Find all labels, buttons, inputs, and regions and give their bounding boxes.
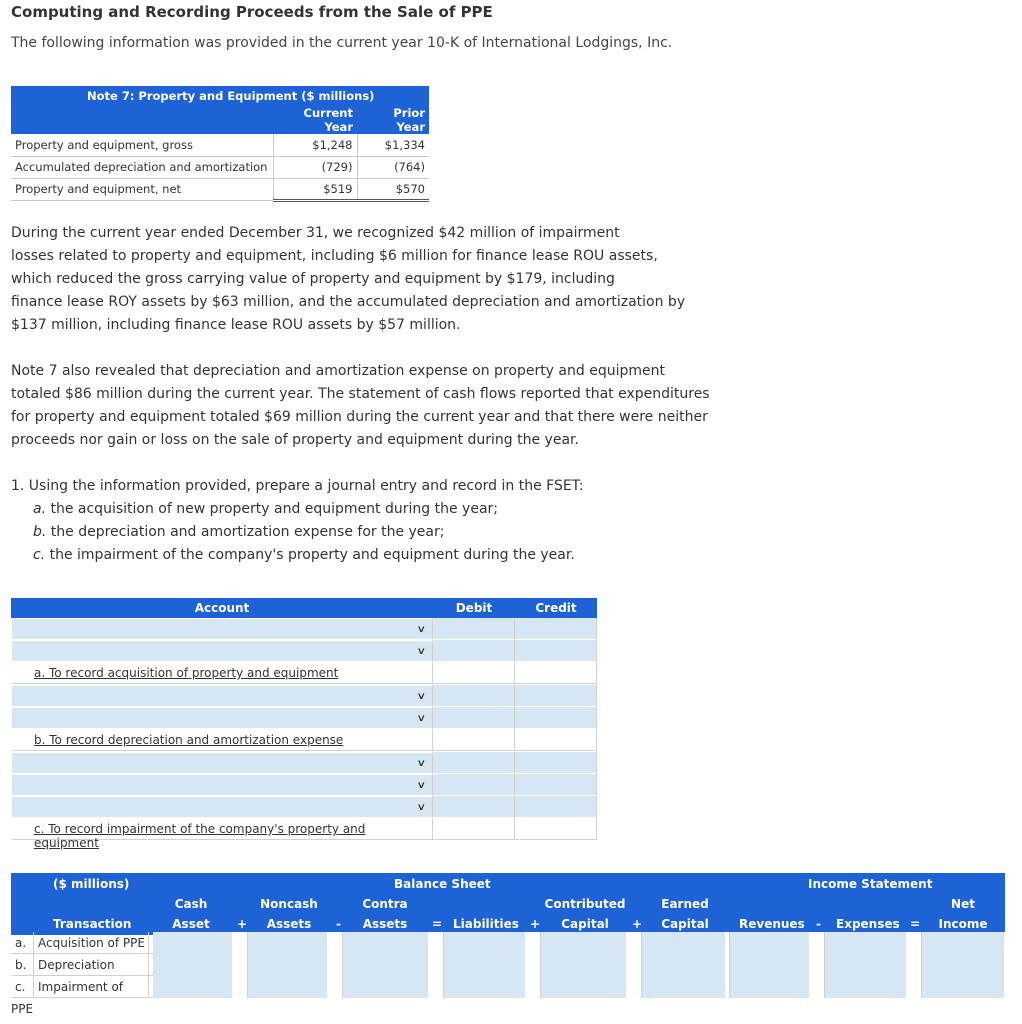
noncash-assets-input[interactable] xyxy=(248,976,328,998)
liabilities-header: Liabilities xyxy=(453,917,519,931)
debit-input[interactable] xyxy=(433,774,515,796)
contra-assets-header: Assets xyxy=(362,917,408,931)
liabilities-input[interactable] xyxy=(444,976,526,998)
liabilities-input[interactable] xyxy=(444,954,526,976)
noncash-assets-header: Assets xyxy=(266,917,312,931)
chevron-down-icon: ∨ xyxy=(416,801,426,814)
credit-input[interactable] xyxy=(515,640,597,662)
credit-input[interactable] xyxy=(515,774,597,796)
chevron-down-icon: ∨ xyxy=(416,645,426,658)
noncash-assets-input[interactable] xyxy=(248,932,328,954)
page-title: Computing and Recording Proceeds from the Sale of PPE xyxy=(11,3,493,21)
question: 1. Using the information provided, prepare a journal entry and record in the FSET: a. the acquisition of new property and equipment during the year; b. the depreciation and amortization expense for the year; c. the impairment of the company's property and equipment during the year. xyxy=(11,478,584,563)
fset-row-acquisition: a. Acquisition of PPE xyxy=(11,932,1005,954)
account-select[interactable] xyxy=(11,774,433,796)
debit-input[interactable] xyxy=(433,752,515,774)
entry-label-a: a. To record acquisition of property and equipment xyxy=(34,666,339,680)
earned-capital-input[interactable] xyxy=(642,932,726,954)
paragraph-depreciation: Note 7 also revealed that depreciation and amortization expense on property and equipment totaled $86 million during the current year. The statement of cash flows reported that expenditures for property and equipment totaled $69 million during the current year and that there were neither proceeds nor gain or loss on the sale of property and equipment during the year. xyxy=(11,363,710,448)
debit-input[interactable] xyxy=(433,640,515,662)
earned-capital-input[interactable] xyxy=(642,976,726,998)
revenues-input[interactable] xyxy=(730,976,810,998)
revenues-input[interactable] xyxy=(730,932,810,954)
balance-sheet-heading: Balance Sheet xyxy=(394,877,491,891)
credit-input[interactable] xyxy=(515,796,597,818)
earned-capital-input[interactable] xyxy=(642,954,726,976)
expenses-input[interactable] xyxy=(825,954,907,976)
expenses-input[interactable] xyxy=(825,932,907,954)
revenues-header: Revenues xyxy=(739,917,805,931)
account-select[interactable] xyxy=(11,796,433,818)
debit-input[interactable] xyxy=(433,707,515,729)
credit-input[interactable] xyxy=(515,707,597,729)
intro-text: The following information was provided in the current year 10-K of International Lodgings, Inc. xyxy=(11,35,673,51)
account-select[interactable] xyxy=(11,707,433,729)
credit-header: Credit xyxy=(515,598,597,618)
credit-input[interactable] xyxy=(515,618,597,640)
cash-asset-input[interactable] xyxy=(153,932,233,954)
contributed-capital-input[interactable] xyxy=(541,976,627,998)
net-income-input[interactable] xyxy=(922,976,1005,998)
debit-input[interactable] xyxy=(433,685,515,707)
chevron-down-icon: ∨ xyxy=(416,779,426,792)
debit-header: Debit xyxy=(433,598,515,618)
credit-input[interactable] xyxy=(515,685,597,707)
fset-units: ($ millions) xyxy=(53,877,130,891)
fset-row-depreciation: b. Depreciation xyxy=(11,954,1005,976)
expenses-input[interactable] xyxy=(825,976,907,998)
note7-table xyxy=(11,86,429,202)
liabilities-input[interactable] xyxy=(444,932,526,954)
contra-assets-input[interactable] xyxy=(343,976,429,998)
account-select[interactable] xyxy=(11,618,433,640)
account-select[interactable] xyxy=(11,752,433,774)
table-row: Accumulated depreciation and amortization (729) (764) xyxy=(11,156,429,178)
net-income-header: Income xyxy=(938,917,988,931)
net-income-input[interactable] xyxy=(922,954,1005,976)
entry-label-b: b. To record depreciation and amortization expense xyxy=(34,733,344,747)
debit-input[interactable] xyxy=(433,618,515,640)
noncash-assets-input[interactable] xyxy=(248,954,328,976)
fset-row-impairment: c. Impairment of PPE xyxy=(11,976,1005,998)
income-statement-heading: Income Statement xyxy=(808,877,933,891)
account-header: Account xyxy=(11,598,433,618)
cash-asset-input[interactable] xyxy=(153,976,233,998)
note7-caption: Note 7: Property and Equipment ($ millions) xyxy=(11,86,429,106)
chevron-down-icon: ∨ xyxy=(416,690,426,703)
col-current-year: Current Year xyxy=(273,106,357,134)
fset-header: ($ millions) Balance Sheet Income Statement Transaction Cash Asset + Noncash Assets - Contra Assets = Liabilities + Contributed Capital + Earned Capital Revenues - Expenses = Net Income xyxy=(11,873,1005,935)
transaction-header: Transaction xyxy=(53,917,132,931)
table-row: Property and equipment, gross $1,248 $1,334 xyxy=(11,134,429,156)
contributed-capital-input[interactable] xyxy=(541,954,627,976)
col-prior-year: Prior Year xyxy=(357,106,429,134)
revenues-input[interactable] xyxy=(730,954,810,976)
expenses-header: Expenses xyxy=(836,917,900,931)
paragraph-impairment: During the current year ended December 31, we recognized $42 million of impairment losses related to property and equipment, including $6 million for finance lease ROU assets, which reduced the gross carrying value of property and equipment by $179, including finance lease ROY assets by $63 million, and the accumulated depreciation and amortization by $137 million, including finance lease ROU assets by $57 million. xyxy=(11,225,686,333)
account-select[interactable] xyxy=(11,685,433,707)
contributed-capital-input[interactable] xyxy=(541,932,627,954)
chevron-down-icon: ∨ xyxy=(416,712,426,725)
debit-input[interactable] xyxy=(433,796,515,818)
cash-asset-input[interactable] xyxy=(153,954,233,976)
net-income-input[interactable] xyxy=(922,932,1005,954)
table-row: Property and equipment, net $519 $570 xyxy=(11,178,429,200)
credit-input[interactable] xyxy=(515,752,597,774)
account-select[interactable] xyxy=(11,640,433,662)
earned-capital-header: Capital xyxy=(661,917,709,931)
cash-asset-header: Asset xyxy=(172,917,210,931)
entry-label-c: c. To record impairment of the company's property and equipment xyxy=(34,822,366,850)
chevron-down-icon: ∨ xyxy=(416,757,426,770)
contra-assets-input[interactable] xyxy=(343,954,429,976)
chevron-down-icon: ∨ xyxy=(416,623,426,636)
contributed-capital-header: Capital xyxy=(561,917,609,931)
contra-assets-input[interactable] xyxy=(343,932,429,954)
